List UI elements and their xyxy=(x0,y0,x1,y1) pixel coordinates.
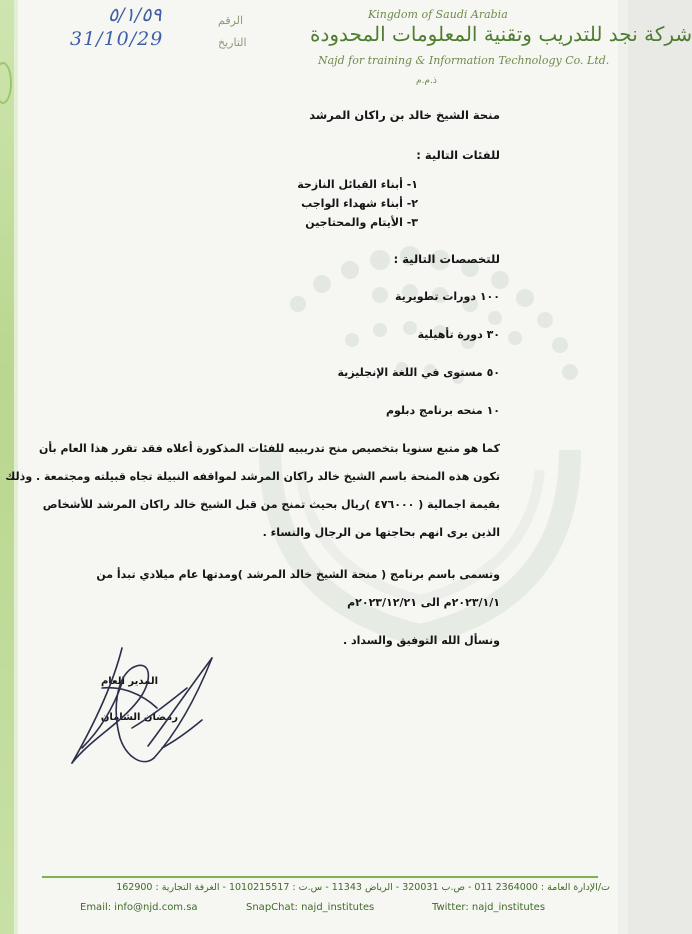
signatory-name: رمضان الشامان xyxy=(100,712,178,723)
closing-line: ونسأل الله التوفيق والسداد . xyxy=(343,634,500,647)
paragraph-line: الذين يرى انهم بحاجتها من الرجال والنساء . xyxy=(262,526,500,539)
footer-email[interactable]: Email: info@njd.com.sa xyxy=(80,902,198,913)
specialties-heading: للتخصصات التالية : xyxy=(393,252,500,266)
grant-title: منحة الشيخ خالد بن راكان المرشد xyxy=(309,108,500,122)
company-name-english: Najd for training & Information Technology Co. Ltd. xyxy=(318,54,610,67)
category-item: ٢- أبناء شهداء الواجب xyxy=(301,197,418,210)
specialty-item: ٣٠ دورة تأهيلية xyxy=(417,328,500,341)
footer-address: ت/الإدارة العامة : 2364000 011 - ص.ب 320031 - الرياض 11343 - س.ت : 1010215517 - الغرفة التجارية : 162900 xyxy=(116,882,610,893)
footer-twitter[interactable]: Twitter: najd_institutes xyxy=(432,902,546,913)
left-green-border xyxy=(0,0,14,934)
paragraph-line: تكون هذه المنحة باسم الشيخ خالد راكان المرشد لمواقفه النبيلة تجاه قبيلته ومجتمعة . وذلك xyxy=(5,470,500,483)
right-margin-shadow xyxy=(618,0,628,934)
date-value: 31/10/29 xyxy=(70,28,164,50)
paragraph-line: بقيمة اجمالية ( ٤٧٦٠٠٠ )ريال بحيث تمنح من قبل الشيخ خالد راكان المرشد للأشخاص xyxy=(42,498,500,511)
category-item: ٣- الأيتام والمحتاجين xyxy=(305,216,418,229)
paragraph-line: وتسمى باسم برنامج ( منحة الشيخ خالد المرشد )ومدتها عام ميلادي تبدأ من xyxy=(96,568,500,581)
kingdom-text: Kingdom of Saudi Arabia xyxy=(368,8,508,21)
company-type: ذ.م.م xyxy=(416,76,437,86)
paragraph-line: كما هو متبع سنويا بتخصيص منح تدريبيه للفئات المذكورة أعلاه فقد تقرر هذا العام بأن xyxy=(38,442,500,455)
footer-snapchat[interactable]: SnapChat: najd_institutes xyxy=(246,902,375,913)
footer-rule xyxy=(42,876,598,878)
company-name-arabic: شركة نجد للتدريب وتقنية المعلومات المحدودة xyxy=(310,22,692,46)
signatory-title: المدير العام xyxy=(100,676,158,687)
ref-number-label: الرقم xyxy=(218,14,244,27)
paragraph-line: ٢٠٢٣/١/١م الى ٢٠٢٣/١٢/٢١م xyxy=(347,596,500,609)
categories-heading: للفئات التالية : xyxy=(416,148,500,162)
left-border-highlight xyxy=(14,0,18,934)
category-item: ١- أبناء القبائل النازحة xyxy=(297,178,418,191)
specialty-item: ١٠٠ دورات تطويرية xyxy=(395,290,500,303)
specialty-item: ٥٠ مستوى في اللغة الإنجليزية xyxy=(337,366,500,379)
specialty-item: ١٠ منحه برنامج دبلوم xyxy=(385,404,500,417)
ref-number-value: ٥/١/٥٩ xyxy=(108,4,162,26)
date-label: التاريخ xyxy=(218,36,247,49)
handwritten-signature xyxy=(62,628,232,778)
